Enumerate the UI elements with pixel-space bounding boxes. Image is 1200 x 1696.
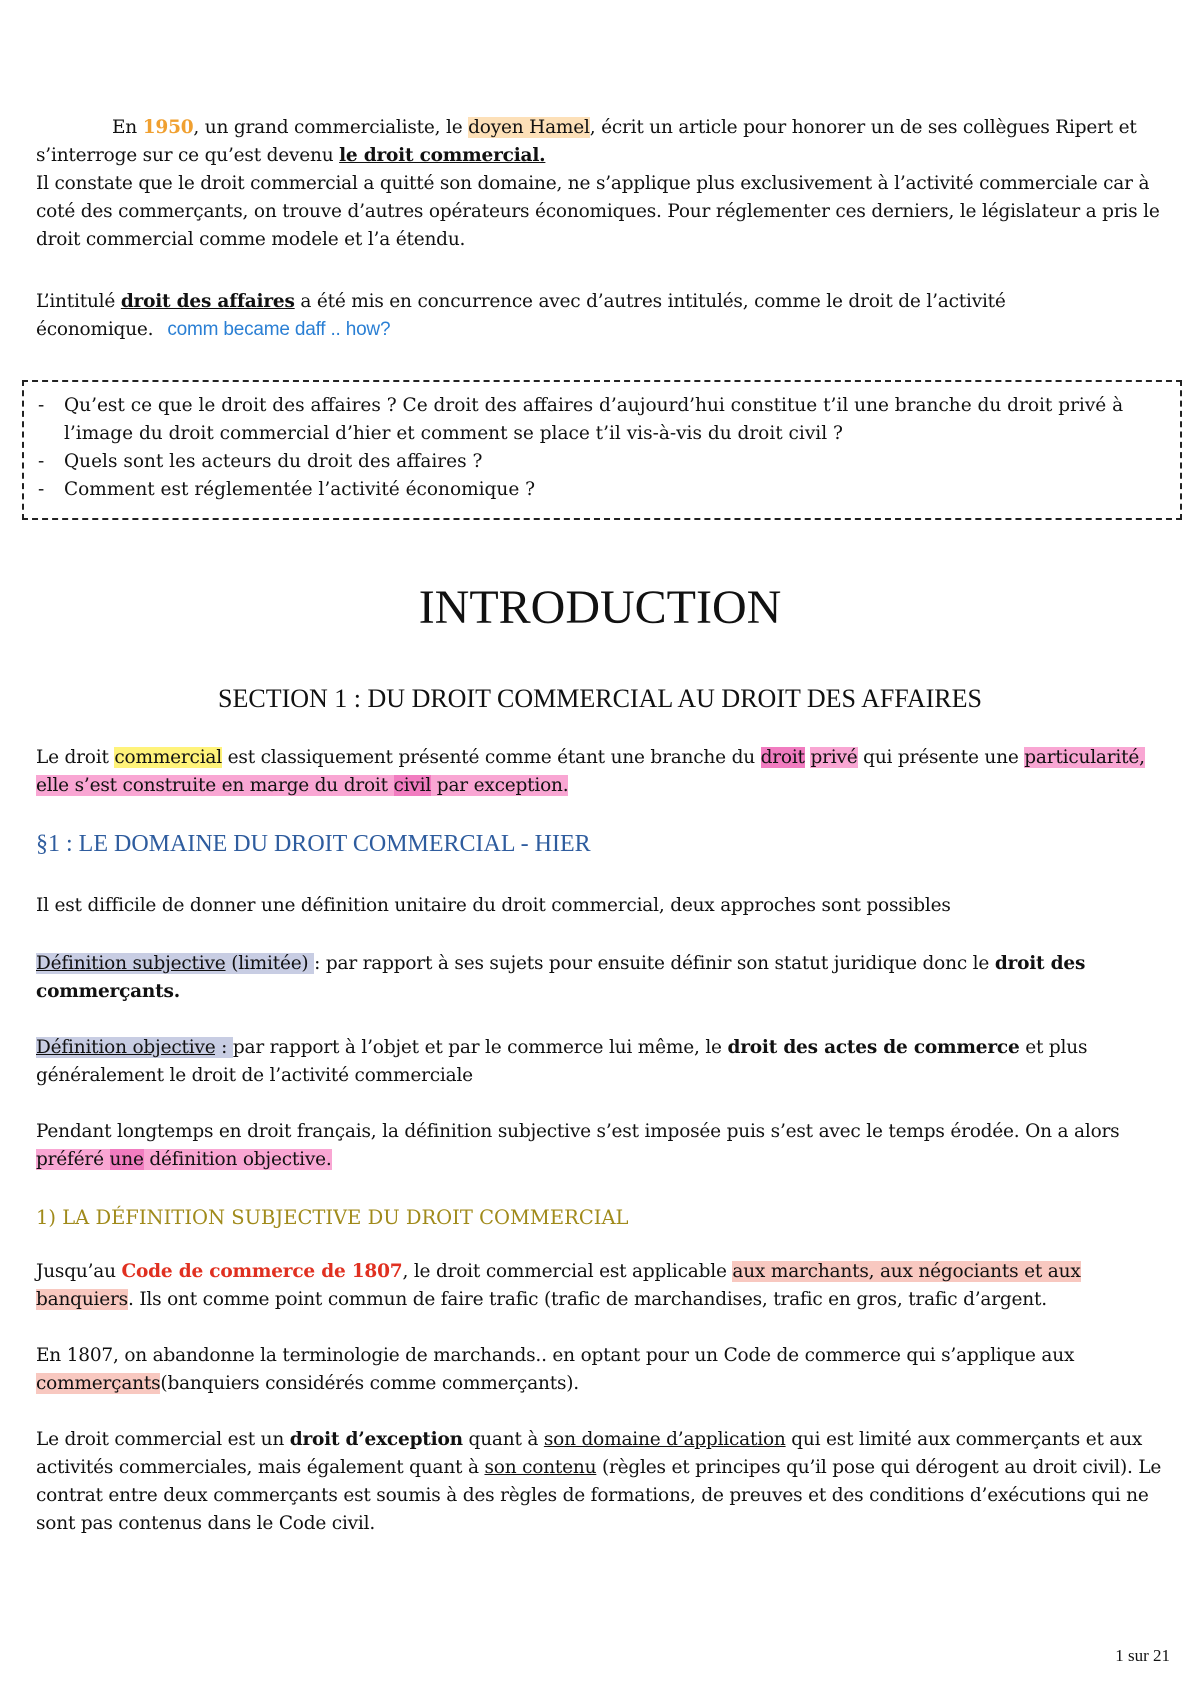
highlight-civil: civil: [393, 775, 432, 796]
section-text: Le droit: [36, 747, 115, 768]
term-droit-commercial: le droit commercial.: [339, 145, 546, 166]
highlight-une: une: [109, 1149, 144, 1170]
difficile-paragraph: Il est difficile de donner une définition unitaire du droit commercial, deux approches sont possibles: [36, 895, 951, 916]
highlight-commercants: commerçants: [36, 1373, 161, 1394]
subjective-text: : par rapport à ses sujets pour ensuite définir son statut juridique donc le: [314, 953, 995, 974]
term-droit-d-exception: droit d’exception: [289, 1429, 463, 1450]
exception-text-3: qui est limité aux commerçants et aux activités commerciales, mais également quant à: [36, 1429, 1143, 1478]
year-1950: 1950: [142, 117, 194, 138]
en1807-text: En 1807, on abandonne la terminologie de marchands.. en optant pour un Code de commerce qui s’applique aux: [36, 1345, 1075, 1366]
question-text: Quels sont les acteurs du droit des affaires ?: [64, 451, 483, 472]
term-definition-subjective: Définition subjective: [36, 953, 226, 974]
question-text: Qu’est ce que le droit des affaires ? Ce droit des affaires d’aujourd’hui constitue t’il une branche du droit privé à l’image du droit commercial d’hier et comment se place t’il vis-à-vis du droit civil ?: [64, 395, 1124, 444]
term-code-de-commerce-1807: Code de commerce de 1807: [121, 1261, 403, 1282]
question-item: [38, 392, 1168, 448]
heading-introduction: INTRODUCTION: [418, 581, 782, 634]
question-item: [38, 448, 1168, 476]
pendant-text: Pendant longtemps en droit français, la définition subjective s’est imposée puis s’est avec le temps érodée. On a alors: [36, 1121, 1120, 1142]
highlight-prive: privé: [810, 747, 858, 768]
intro-text: , un grand commercialiste, le: [193, 117, 469, 138]
term-definition-objective: Définition objective: [36, 1037, 216, 1058]
highlight-particularite: particularité, elle s’est construite en marge du droit: [36, 747, 1145, 796]
page-number: 1 sur 21: [1115, 1646, 1170, 1665]
intro-paragraph: [36, 114, 1166, 254]
heading-section-1: SECTION 1 : DU DROIT COMMERCIAL AU DROIT DES AFFAIRES: [218, 684, 982, 713]
term-son-contenu: son contenu: [484, 1457, 597, 1478]
intitule-text: L’intitulé: [36, 291, 121, 312]
highlight-doyen-hamel: doyen Hamel: [468, 117, 590, 138]
exception-paragraph: [36, 1426, 1166, 1538]
dash-bullet: -: [38, 451, 45, 472]
term-domaine-d-application: son domaine d’application: [543, 1429, 786, 1450]
objective-text: par rapport à l’objet et par le commerce lui même, le: [232, 1037, 728, 1058]
dash-bullet: -: [38, 479, 45, 500]
objective-colon: :: [215, 1037, 233, 1058]
term-droit-des-actes: droit des actes de commerce: [727, 1037, 1020, 1058]
section-paragraph: [36, 744, 1166, 800]
definition-subjective-paragraph: [36, 950, 1166, 1006]
section-text-2: est classiquement présenté comme étant une branche du: [221, 747, 761, 768]
highlight-droit: droit: [760, 747, 805, 768]
pendant-paragraph: [36, 1118, 1166, 1174]
term-droit-des-affaires: droit des affaires: [120, 291, 295, 312]
highlight-marchants: aux marchants, aux négociants et aux banquiers: [36, 1261, 1081, 1310]
exception-text-4: (règles et principes qu’il pose qui dérogent au droit civil). Le contrat entre deux commerçants est soumis à des règles de formations, de preuves et des conditions d’exécutions qui ne sont pas contenus dans le Code civil.: [36, 1457, 1162, 1534]
section-text-3: qui présente une: [857, 747, 1025, 768]
heading-subsection-1: 1) LA DÉFINITION SUBJECTIVE DU DROIT COMMERCIAL: [36, 1206, 629, 1229]
text-en: En: [112, 117, 138, 138]
highlight-commercial: commercial: [114, 747, 222, 768]
question-item: [38, 476, 1168, 504]
en1807-paragraph: [36, 1342, 1166, 1398]
intro-text-3: Il constate que le droit commercial a quitté son domaine, ne s’applique plus exclusivement à l’activité commerciale car à coté des commerçants, on trouve d’autres opérateurs économiques. Pour réglementer ces derniers, le législateur a pris le droit commercial comme modele et l’a étendu.: [36, 173, 1160, 250]
jusquau-text-3: . Ils ont comme point commun de faire trafic (trafic de marchandises, trafic en gros, trafic d’argent.: [127, 1289, 1047, 1310]
intro-text-2: , écrit un article pour honorer un de ses collègues Ripert et s’interroge sur ce qu’est devenu: [36, 117, 1137, 166]
objective-text-2: et plus généralement le droit de l’activité commerciale: [36, 1037, 1088, 1086]
subjective-qualifier: (limitée): [225, 953, 315, 974]
highlight-prefere: préféré: [36, 1149, 110, 1170]
jusquau-paragraph: [36, 1258, 1166, 1314]
highlight-exception: par exception.: [431, 775, 569, 796]
intitule-text-2: a été mis en concurrence avec d’autres intitulés, comme le droit de l’activité économique.: [36, 291, 1006, 340]
exception-text: Le droit commercial est un: [36, 1429, 290, 1450]
heading-paragraph-1: §1 : LE DOMAINE DU DROIT COMMERCIAL - HIER: [36, 831, 591, 857]
questions-box: [22, 380, 1182, 520]
exception-text-2: quant à: [462, 1429, 544, 1450]
jusquau-text: Jusqu’au: [36, 1261, 122, 1282]
question-text: Comment est réglementée l’activité économique ?: [64, 479, 536, 500]
highlight-definition-objective: définition objective.: [143, 1149, 332, 1170]
definition-objective-paragraph: [36, 1034, 1166, 1090]
en1807-text-2: (banquiers considérés comme commerçants).: [160, 1373, 579, 1394]
handwritten-note: comm became daff .. how?: [167, 319, 391, 340]
term-droit-des-commercants: droit des commerçants.: [36, 953, 1086, 1002]
dash-bullet: -: [38, 395, 45, 416]
jusquau-text-2: , le droit commercial est applicable: [402, 1261, 733, 1282]
intitule-paragraph: [36, 288, 1166, 344]
